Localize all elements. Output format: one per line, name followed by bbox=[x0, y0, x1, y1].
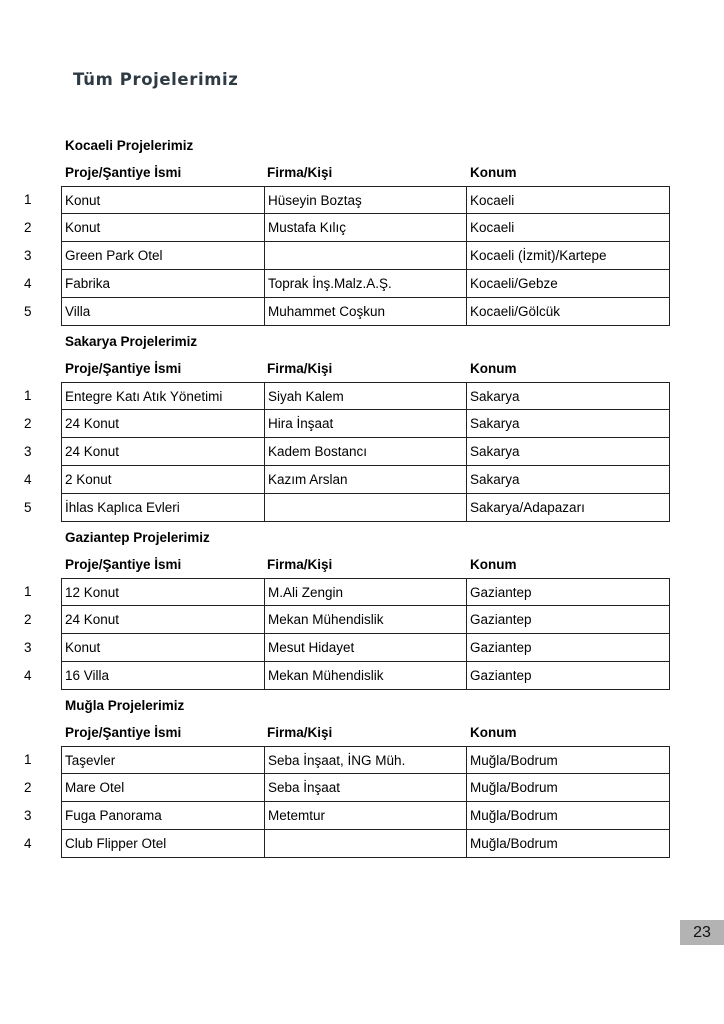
location-cell: Gaziantep bbox=[470, 640, 532, 655]
project-name-cell: Green Park Otel bbox=[62, 242, 265, 269]
table-row bbox=[0, 298, 724, 326]
location-cell: Muğla/Bodrum bbox=[470, 836, 558, 851]
firm-cell: M.Ali Zengin bbox=[265, 579, 467, 605]
project-name-cell: Konut bbox=[62, 187, 265, 213]
table-row bbox=[0, 746, 724, 774]
project-name-cell: Konut bbox=[62, 214, 265, 241]
table-row bbox=[0, 410, 724, 438]
table-row bbox=[0, 802, 724, 830]
table-row bbox=[0, 242, 724, 270]
firm-cell: Metemtur bbox=[265, 802, 467, 829]
column-header-firm: Firma/Kişi bbox=[267, 361, 333, 376]
row-number: 1 bbox=[24, 752, 32, 767]
project-name-cell: Konut bbox=[62, 634, 265, 661]
page-number: 23 bbox=[680, 920, 724, 945]
table-row bbox=[0, 774, 724, 802]
row-number: 1 bbox=[24, 192, 32, 207]
project-name-cell: Villa bbox=[62, 298, 265, 325]
row-number: 3 bbox=[24, 808, 32, 823]
section-title: Gaziantep Projelerimiz bbox=[65, 530, 210, 545]
row-number: 4 bbox=[24, 836, 32, 851]
firm-cell bbox=[265, 830, 467, 857]
table-row bbox=[0, 606, 724, 634]
location-cell: Muğla/Bodrum bbox=[470, 780, 558, 795]
firm-cell: Mesut Hidayet bbox=[265, 634, 467, 661]
column-header-location: Konum bbox=[470, 361, 517, 376]
row-number: 3 bbox=[24, 444, 32, 459]
table-row bbox=[0, 634, 724, 662]
table-row bbox=[0, 578, 724, 606]
table-row bbox=[0, 382, 724, 410]
row-number: 5 bbox=[24, 304, 32, 319]
firm-cell: Muhammet Coşkun bbox=[265, 298, 467, 325]
section-title: Sakarya Projelerimiz bbox=[65, 334, 198, 349]
location-cell: Gaziantep bbox=[470, 612, 532, 627]
row-number: 1 bbox=[24, 388, 32, 403]
location-cell: Muğla/Bodrum bbox=[470, 808, 558, 823]
row-number: 3 bbox=[24, 640, 32, 655]
row-number: 4 bbox=[24, 668, 32, 683]
column-header-project: Proje/Şantiye İsmi bbox=[65, 725, 182, 740]
location-cell: Sakarya/Adapazarı bbox=[470, 500, 585, 515]
table-row bbox=[0, 186, 724, 214]
table-row bbox=[0, 438, 724, 466]
firm-cell: Hira İnşaat bbox=[265, 410, 467, 437]
project-name-cell: İhlas Kaplıca Evleri bbox=[62, 494, 265, 521]
project-name-cell: 16 Villa bbox=[62, 662, 265, 689]
column-header-firm: Firma/Kişi bbox=[267, 165, 333, 180]
row-number: 2 bbox=[24, 780, 32, 795]
section-title: Kocaeli Projelerimiz bbox=[65, 138, 194, 153]
table-row bbox=[0, 494, 724, 522]
project-name-cell: 24 Konut bbox=[62, 410, 265, 437]
row-number: 4 bbox=[24, 276, 32, 291]
row-number: 2 bbox=[24, 416, 32, 431]
project-name-cell: Fabrika bbox=[62, 270, 265, 297]
table-row bbox=[0, 270, 724, 298]
column-header-firm: Firma/Kişi bbox=[267, 725, 333, 740]
project-name-cell: Fuga Panorama bbox=[62, 802, 265, 829]
location-cell: Gaziantep bbox=[470, 668, 532, 683]
column-header-location: Konum bbox=[470, 165, 517, 180]
firm-cell: Siyah Kalem bbox=[265, 383, 467, 409]
column-header-location: Konum bbox=[470, 725, 517, 740]
firm-cell: Toprak İnş.Malz.A.Ş. bbox=[265, 270, 467, 297]
location-cell: Kocaeli (İzmit)/Kartepe bbox=[470, 248, 607, 263]
firm-cell: Seba İnşaat bbox=[265, 774, 467, 801]
row-number: 2 bbox=[24, 612, 32, 627]
column-header-project: Proje/Şantiye İsmi bbox=[65, 557, 182, 572]
column-header-project: Proje/Şantiye İsmi bbox=[65, 165, 182, 180]
firm-cell: Kazım Arslan bbox=[265, 466, 467, 493]
project-name-cell: Mare Otel bbox=[62, 774, 265, 801]
column-header-firm: Firma/Kişi bbox=[267, 557, 333, 572]
page-title: Tüm Projelerimiz bbox=[73, 70, 239, 89]
table-row bbox=[0, 214, 724, 242]
location-cell: Sakarya bbox=[470, 389, 520, 404]
project-name-cell: Club Flipper Otel bbox=[62, 830, 265, 857]
location-cell: Kocaeli bbox=[470, 193, 515, 208]
column-header-location: Konum bbox=[470, 557, 517, 572]
firm-cell: Kadem Bostancı bbox=[265, 438, 467, 465]
firm-cell: Seba İnşaat, İNG Müh. bbox=[265, 747, 467, 773]
location-cell: Kocaeli/Gölcük bbox=[470, 304, 561, 319]
row-number: 1 bbox=[24, 584, 32, 599]
location-cell: Kocaeli/Gebze bbox=[470, 276, 558, 291]
project-name-cell: 2 Konut bbox=[62, 466, 265, 493]
project-name-cell: 12 Konut bbox=[62, 579, 265, 605]
project-name-cell: Entegre Katı Atık Yönetimi bbox=[62, 383, 265, 409]
row-number: 2 bbox=[24, 220, 32, 235]
row-number: 5 bbox=[24, 500, 32, 515]
column-header-project: Proje/Şantiye İsmi bbox=[65, 361, 182, 376]
location-cell: Gaziantep bbox=[470, 585, 532, 600]
table-row bbox=[0, 662, 724, 690]
firm-cell: Hüseyin Boztaş bbox=[265, 187, 467, 213]
firm-cell bbox=[265, 494, 467, 521]
project-name-cell: 24 Konut bbox=[62, 438, 265, 465]
location-cell: Sakarya bbox=[470, 472, 520, 487]
location-cell: Sakarya bbox=[470, 444, 520, 459]
firm-cell bbox=[265, 242, 467, 269]
firm-cell: Mekan Mühendislik bbox=[265, 606, 467, 633]
firm-cell: Mustafa Kılıç bbox=[265, 214, 467, 241]
section-title: Muğla Projelerimiz bbox=[65, 698, 185, 713]
location-cell: Sakarya bbox=[470, 416, 520, 431]
table-row bbox=[0, 830, 724, 858]
location-cell: Kocaeli bbox=[470, 220, 515, 235]
row-number: 3 bbox=[24, 248, 32, 263]
project-name-cell: Taşevler bbox=[62, 747, 265, 773]
firm-cell: Mekan Mühendislik bbox=[265, 662, 467, 689]
location-cell: Muğla/Bodrum bbox=[470, 753, 558, 768]
row-number: 4 bbox=[24, 472, 32, 487]
project-name-cell: 24 Konut bbox=[62, 606, 265, 633]
table-row bbox=[0, 466, 724, 494]
